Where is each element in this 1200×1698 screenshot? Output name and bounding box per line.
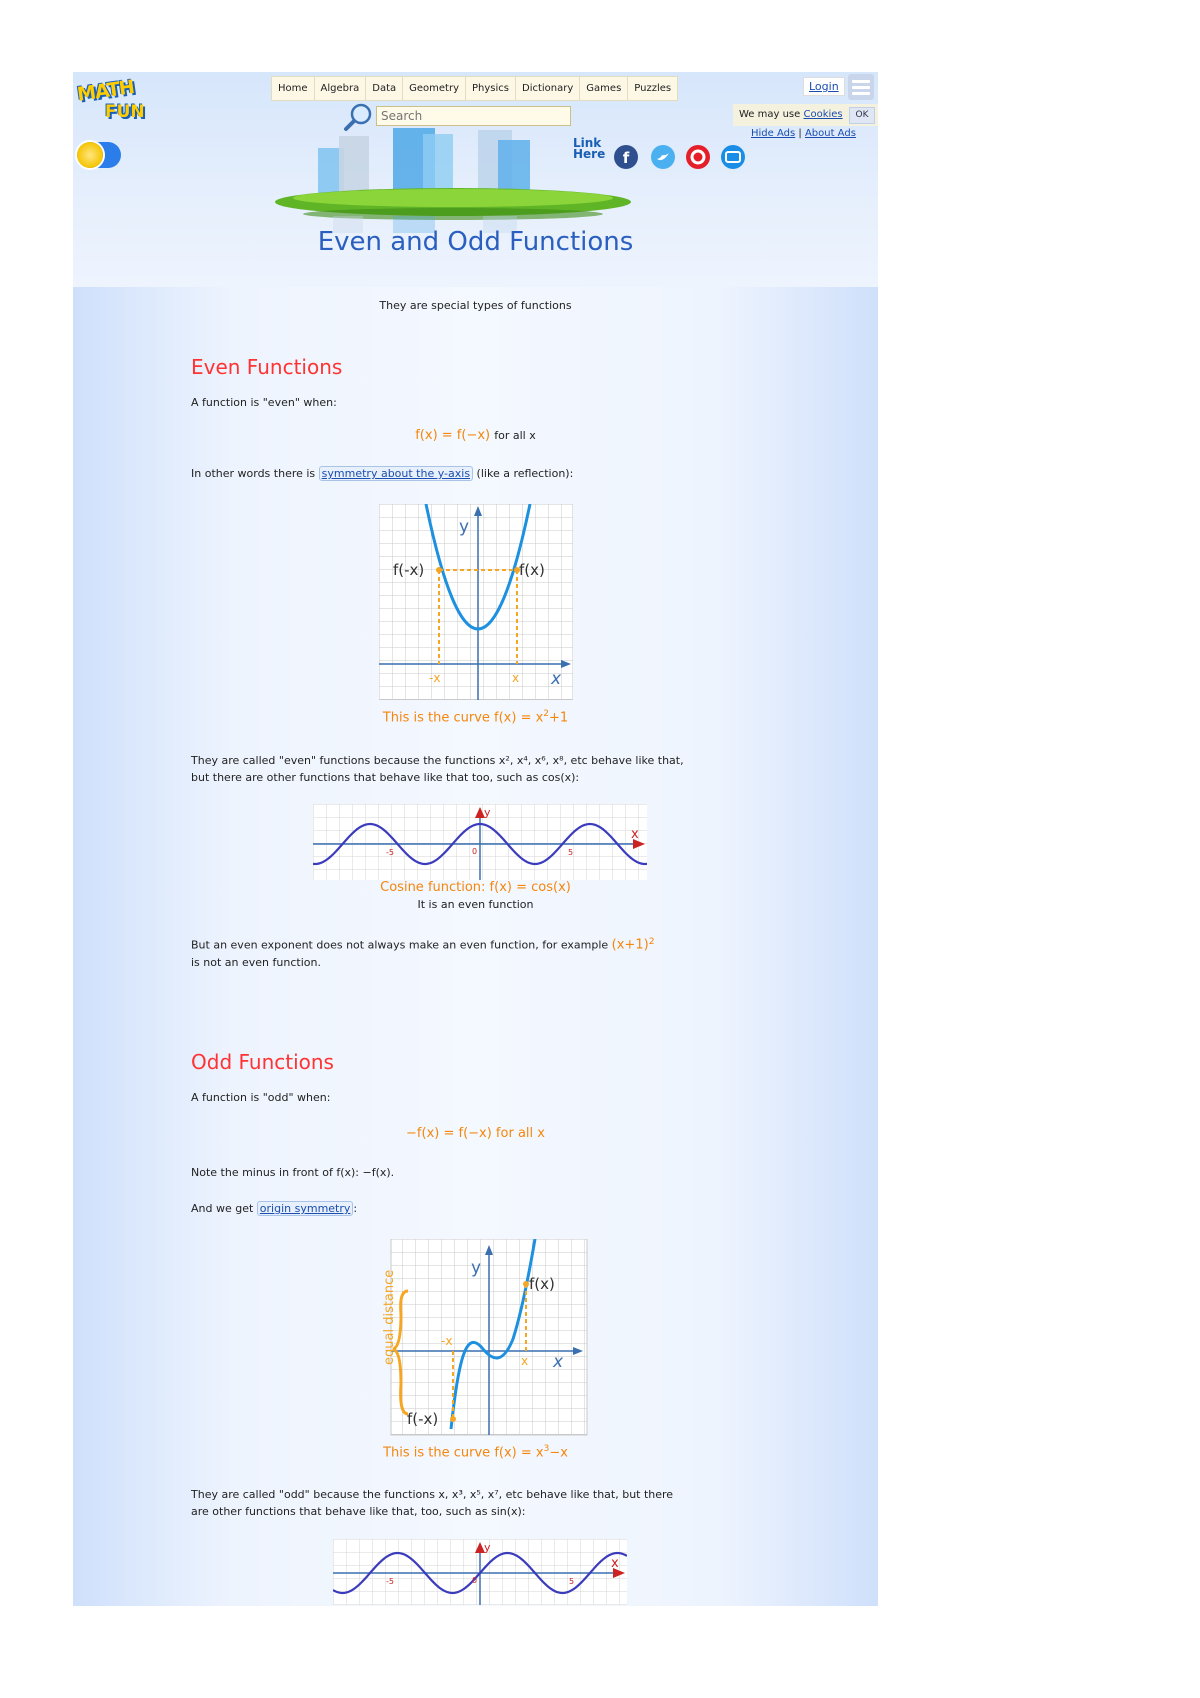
exponent-expr: (x+1) bbox=[611, 937, 649, 953]
even-graph-y-label: y bbox=[459, 517, 470, 537]
cosine-caption2: It is an even function bbox=[417, 898, 534, 911]
chat-icon[interactable] bbox=[720, 144, 746, 170]
odd-graph-y-label: y bbox=[471, 1258, 482, 1278]
odd-graph bbox=[363, 1239, 663, 1439]
exponent-sup: 2 bbox=[648, 936, 655, 947]
sin-graph-y-label: y bbox=[484, 1541, 491, 1554]
odd-intro: A function is "odd" when: bbox=[191, 1091, 331, 1104]
page-subtitle: They are special types of functions bbox=[379, 299, 572, 312]
ad-links bbox=[751, 128, 856, 139]
odd-note: Note the minus in front of f(x): −f(x). bbox=[191, 1166, 395, 1179]
cosine-graph bbox=[313, 804, 647, 880]
cookie-text: We may use bbox=[739, 109, 804, 120]
even-caption-sup: 2 bbox=[543, 709, 550, 719]
equal-distance-label: equal distance bbox=[382, 1269, 397, 1365]
odd-caption-text: This is the curve f(x) = x bbox=[383, 1445, 544, 1461]
site-header bbox=[73, 72, 878, 287]
even-graph-x-tick: x bbox=[512, 671, 520, 685]
even-caption-text: This is the curve f(x) = x bbox=[382, 710, 544, 726]
symmetry-y-axis-link[interactable]: symmetry about the y-axis bbox=[319, 466, 473, 481]
odd-caption-tail: −x bbox=[549, 1445, 568, 1461]
twitter-icon[interactable] bbox=[650, 144, 676, 170]
odd-formula: −f(x) = f(−x) for all x bbox=[406, 1126, 545, 1141]
cookie-notice bbox=[733, 104, 878, 126]
sin-graph-tick-zero: 0 bbox=[472, 1576, 478, 1585]
site-logo[interactable] bbox=[77, 76, 155, 126]
even-paragraph: They are called "even" functions because the functions x², x⁴, x⁶, x⁸, etc behave like that, but there are other functions that behave like that too, such as cos(x): bbox=[191, 754, 684, 784]
odd-graph-x-label: x bbox=[553, 1352, 564, 1372]
nav-item-physics[interactable]: Physics bbox=[466, 77, 516, 100]
nav-item-geometry[interactable]: Geometry bbox=[403, 77, 466, 100]
even-symmetry-text bbox=[191, 465, 691, 482]
svg-text:f: f bbox=[622, 149, 630, 167]
odd-origin-text bbox=[191, 1200, 691, 1217]
even-graph-fx-label: f(x) bbox=[519, 561, 545, 579]
nav-item-puzzles[interactable]: Puzzles bbox=[634, 83, 672, 94]
exponent-pre: But an even exponent does not always make an even function, for example bbox=[191, 938, 612, 952]
cos-graph-tick-neg: -5 bbox=[386, 848, 394, 857]
hamburger-menu-icon[interactable] bbox=[848, 74, 874, 100]
nav-item-algebra[interactable]: Algebra bbox=[315, 77, 367, 100]
logo-text-line1: MATH bbox=[75, 76, 136, 106]
link-here-line1: Link bbox=[573, 136, 602, 150]
even-formula-tail: for all x bbox=[494, 429, 536, 442]
even-graph-x-label: x bbox=[551, 669, 562, 689]
pinterest-icon[interactable] bbox=[685, 144, 711, 170]
page-container bbox=[73, 72, 878, 1606]
symmetry-pre: In other words there is bbox=[191, 467, 319, 480]
odd-paragraph: They are called "odd" because the functions x, x³, x⁵, x⁷, etc behave like that, but there are other functions that behave like that, too, such as sin(x): bbox=[191, 1488, 674, 1518]
theme-toggle[interactable] bbox=[77, 142, 121, 168]
origin-pre: And we get bbox=[191, 1202, 257, 1215]
logo-text-line2: FUN bbox=[105, 102, 145, 122]
cos-graph-tick-zero: 0 bbox=[472, 847, 478, 856]
cos-graph-tick-pos: 5 bbox=[568, 848, 574, 857]
cos-graph-x-label: x bbox=[631, 827, 639, 842]
sin-graph-tick-neg: -5 bbox=[386, 1577, 394, 1586]
sun-icon bbox=[77, 142, 103, 168]
facebook-icon[interactable] bbox=[613, 144, 639, 170]
even-caption-tail: +1 bbox=[549, 710, 569, 726]
sin-graph-x-label: x bbox=[611, 1556, 619, 1571]
odd-graph-caption bbox=[73, 1444, 878, 1460]
link-here-line2: Here bbox=[573, 147, 606, 161]
even-graph-caption bbox=[73, 709, 878, 725]
odd-caption-sup: 3 bbox=[543, 1444, 550, 1454]
even-graph-fnx-label: f(-x) bbox=[393, 561, 425, 579]
even-graph-neg-x-tick: -x bbox=[429, 671, 441, 685]
search-input[interactable] bbox=[376, 106, 571, 126]
login-link[interactable]: Login bbox=[803, 77, 845, 96]
nav-item-dictionary[interactable]: Dictionary bbox=[516, 77, 580, 100]
page-title: Even and Odd Functions bbox=[317, 227, 634, 257]
nav-item-data[interactable]: Data bbox=[366, 77, 403, 100]
hide-ads-link[interactable]: Hide Ads bbox=[751, 128, 796, 139]
symmetry-post: (like a reflection): bbox=[473, 467, 574, 480]
odd-functions-heading: Odd Functions bbox=[191, 1050, 334, 1074]
odd-graph-x-tick: x bbox=[521, 1354, 529, 1368]
even-graph bbox=[379, 504, 573, 700]
top-nav bbox=[271, 76, 678, 101]
even-functions-heading: Even Functions bbox=[191, 355, 343, 379]
cookie-ok-button[interactable]: OK bbox=[849, 107, 875, 124]
nav-item-home[interactable]: Home bbox=[272, 77, 315, 100]
even-intro: A function is "even" when: bbox=[191, 396, 337, 409]
sine-graph bbox=[333, 1539, 627, 1605]
sin-graph-tick-pos: 5 bbox=[569, 1577, 575, 1586]
ad-link-separator: | bbox=[795, 128, 805, 139]
even-exponent-paragraph bbox=[191, 933, 701, 971]
about-ads-link[interactable]: About Ads bbox=[804, 128, 856, 139]
cos-graph-y-label: y bbox=[484, 806, 491, 819]
odd-graph-neg-x-tick: -x bbox=[441, 1334, 453, 1348]
even-formula-text: f(x) = f(−x) bbox=[415, 428, 491, 443]
odd-graph-fnx-label: f(-x) bbox=[407, 1410, 439, 1428]
even-formula bbox=[73, 428, 878, 443]
odd-graph-fx-label: f(x) bbox=[529, 1275, 555, 1293]
exponent-post: is not an even function. bbox=[191, 955, 321, 969]
origin-symmetry-link[interactable]: origin symmetry bbox=[257, 1201, 354, 1216]
cosine-caption: Cosine function: f(x) = cos(x) bbox=[380, 880, 571, 895]
link-here-label[interactable] bbox=[573, 138, 605, 160]
cookies-link[interactable]: Cookies bbox=[803, 109, 843, 120]
origin-post: : bbox=[353, 1202, 358, 1215]
nav-item-games[interactable]: Games bbox=[580, 77, 628, 100]
